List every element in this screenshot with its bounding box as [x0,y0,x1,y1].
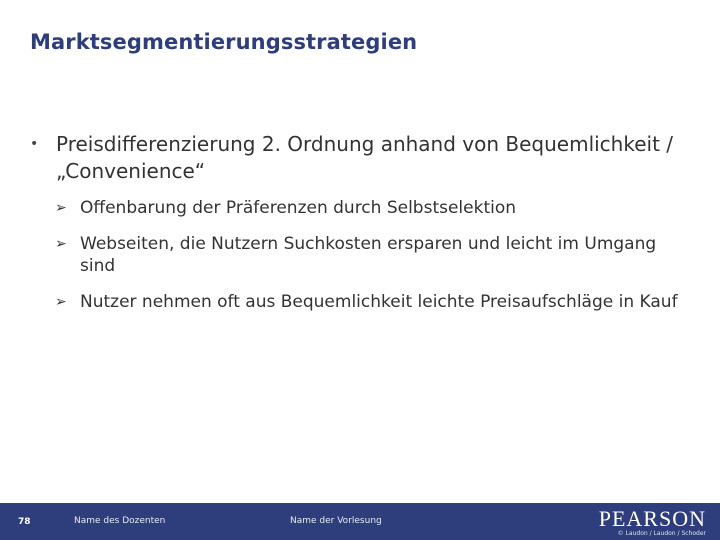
bullet-icon: • [30,136,39,152]
page-number: 78 [18,517,31,527]
sub-bullet-list [30,197,690,313]
slide-title: Marktsegmentierungsstrategien [30,30,418,54]
sub-bullet-point [30,291,690,313]
pearson-logo: PEARSON [598,506,706,531]
sub-bullet-point [30,233,690,277]
arrow-bullet-icon: ➢ [55,200,67,216]
slide-footer [0,503,720,540]
copyright-note: © Laudon / Laudon / Schoder [617,530,706,537]
lecturer-name: Name des Dozenten [74,516,166,526]
arrow-bullet-icon: ➢ [55,236,67,252]
slide-content [30,131,690,327]
main-bullet-point [30,131,690,185]
sub-bullet-text: Webseiten, die Nutzern Suchkosten ersparen und leicht im Umgang sind [80,234,657,276]
sub-bullet-point [30,197,690,219]
main-bullet-text: Preisdifferenzierung 2. Ordnung anhand von Bequemlichkeit / „Convenience“ [56,132,674,183]
arrow-bullet-icon: ➢ [55,294,67,310]
sub-bullet-text: Nutzer nehmen oft aus Bequemlichkeit leichte Preisaufschläge in Kauf [80,292,678,312]
lecture-name: Name der Vorlesung [290,516,382,526]
sub-bullet-text: Offenbarung der Präferenzen durch Selbstselektion [80,198,517,218]
